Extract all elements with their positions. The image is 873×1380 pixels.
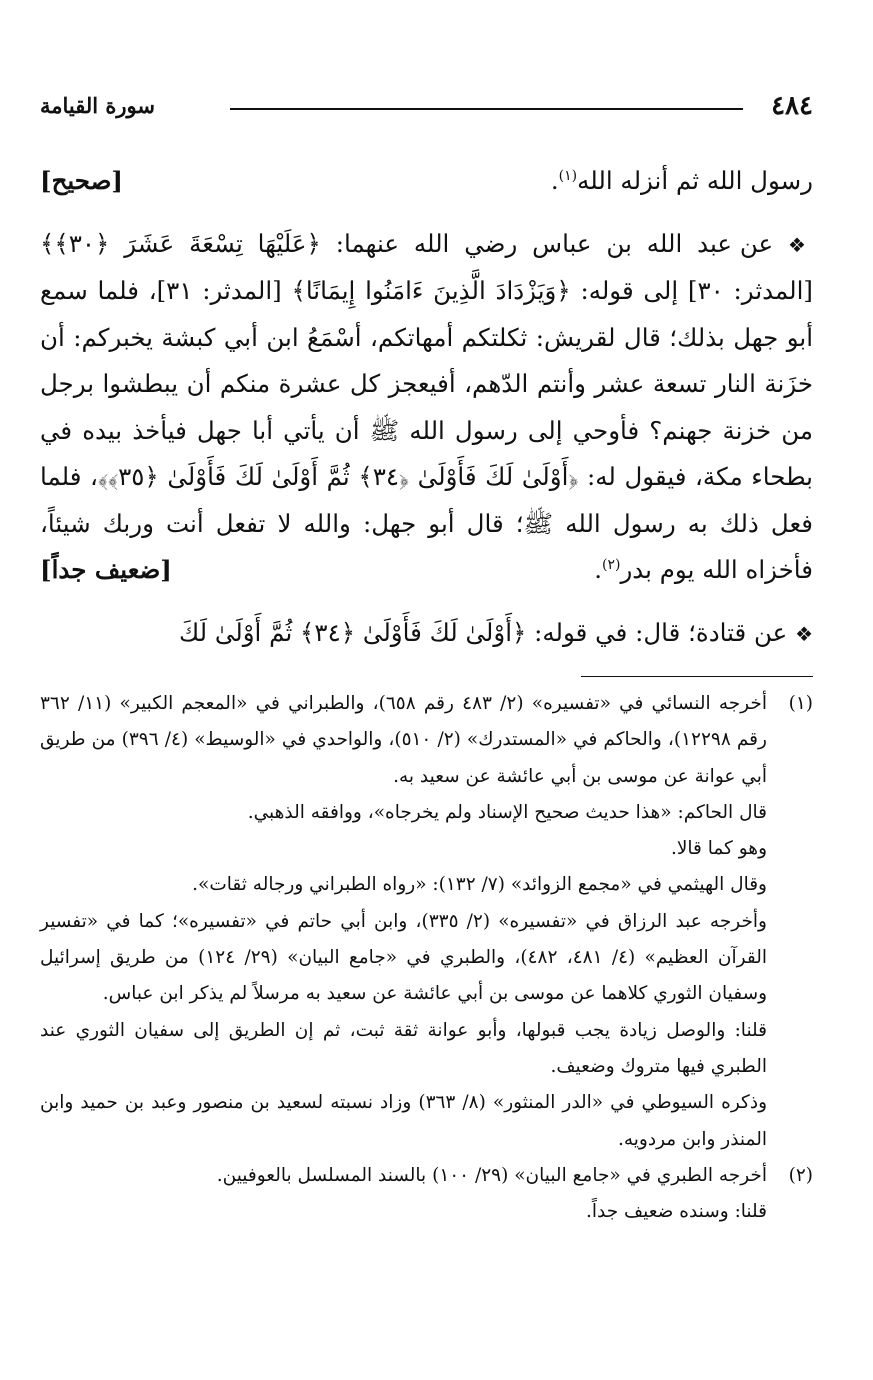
footnote-2 xyxy=(40,1158,813,1231)
footnote-paragraph: قلنا: والوصل زيادة يجب قبولها، وأبو عوانة ثقة ثبت، ثم إن الطريق إلى سفيان الثوري عند الطبري فيها متروك وضعيف. xyxy=(40,1019,767,1077)
footnote-ref-1[interactable]: (١) xyxy=(558,167,578,184)
sentence-end: . xyxy=(550,166,559,195)
main-text xyxy=(40,158,813,657)
bullet-icon: ❖ xyxy=(795,621,813,646)
paragraph-1 xyxy=(40,158,813,205)
footnote-number: (٢) xyxy=(788,1164,813,1186)
footnote-paragraph: قلنا: وسنده ضعيف جداً. xyxy=(585,1201,767,1223)
paragraph-3 xyxy=(40,610,813,658)
footnote-1 xyxy=(40,686,813,1158)
footnote-paragraph: قال الحاكم: «هذا حديث صحيح الإسناد ولم يخرجاه»، ووافقه الذهبي. xyxy=(247,801,767,823)
footnote-paragraph: أخرجه النسائي في «تفسيره» (٢/ ٤٨٣ رقم ٦٥٨)، والطبراني في «المعجم الكبير» (١١/ ٣٦٢ رقم ١٢٢٩٨)، والحاكم في «المستدرك» (٢/ ٥١٠)، والواحدي في «الوسيط» (٤/ ٣٩٦) من طريق أبي عوانة عن موسى بن أبي عائشة عن سعيد به. xyxy=(40,693,767,787)
running-title: سورة القيامة xyxy=(40,93,155,118)
page-header xyxy=(40,86,813,126)
grading-label: [صحيح] xyxy=(40,166,124,195)
header-rule xyxy=(230,108,743,110)
sentence-end: . xyxy=(594,555,602,584)
footnote-paragraph: وقال الهيثمي في «مجمع الزوائد» (٧/ ١٣٢): «رواه الطبراني ورجاله ثقات». xyxy=(192,874,767,896)
footnote-separator xyxy=(581,676,813,677)
bullet-icon: ❖ xyxy=(787,232,814,257)
footnote-paragraph: وأخرجه عبد الرزاق في «تفسيره» (٢/ ٣٣٥)، وابن أبي حاتم في «تفسيره»؛ كما في «تفسير القرآن العظيم» (٤/ ٤٨١، ٤٨٢)، والطبري في «جامع البيان» (٢٩/ ١٢٤) من طريق إسرائيل وسفيان الثوري كلاهما عن موسى بن أبي عائشة عن سعيد به مرسلاً لم يذكر ابن عباس. xyxy=(40,910,767,1005)
paragraph-text: عن قتادة؛ قال: في قوله: ﴿أَوْلَىٰ لَكَ فَأَوْلَىٰ ﴿٣٤﴾ ثُمَّ أَوْلَىٰ لَكَ xyxy=(178,617,788,647)
footnote-number: (١) xyxy=(788,693,813,714)
footnote-paragraph: وذكره السيوطي في «الدر المنثور» (٨/ ٣٦٣) وزاد نسبته لسعيد بن منصور وعبد بن حميد وابن المنذر وابن مردويه. xyxy=(40,1092,768,1150)
paragraph-text: رسول الله ثم أنزله الله xyxy=(577,166,813,195)
footnote-paragraph: وهو كما قالا. xyxy=(670,838,767,860)
footnotes xyxy=(40,686,813,1230)
paragraph-2 xyxy=(40,221,813,594)
grading-label: [ضعيف جداً] xyxy=(40,555,172,584)
paragraph-text: عن عبد الله بن عباس رضي الله عنهما: ﴿عَلَيْهَا تِسْعَةَ عَشَرَ ﴿٣٠﴾﴾ [المدثر: ٣٠] إلى قوله: ﴿وَيَزْدَادَ الَّذِينَ ءَامَنُوا إِيمَانًا﴾ [المدثر: ٣١]، فلما سمع أبو جهل بذلك؛ قال لقريش: ثكلتكم أمهاتكم، أسْمَعُ ابن أبي كبشة يخبركم: أن خزَنة النار تسعة عشر وأنتم الدّهم، أفيعجز كل عشرة منكم أن يبطشوا برجل من خزنة جهنم؟ فأوحي إلى رسول الله ﷺ أن يأتي أبا جهل فيأخذ بيده في بطحاء مكة، فيقول له: ﴿أَوْلَىٰ لَكَ فَأَوْلَىٰ ﴿٣٤﴾ ثُمَّ أَوْلَىٰ لَكَ فَأَوْلَىٰ ﴿٣٥﴾﴾، فلما فعل ذلك به رسول الله ﷺ؛ قال أبو جهل: والله لا تفعل أنت وربك شيئاً، فأخزاه الله يوم بدر xyxy=(40,228,813,584)
page-number: ٤٨٤ xyxy=(771,91,813,121)
footnote-ref-2[interactable]: (٢) xyxy=(602,556,621,573)
footnote-paragraph: أخرجه الطبري في «جامع البيان» (٢٩/ ١٠٠) بالسند المسلسل بالعوفيين. xyxy=(216,1164,767,1186)
